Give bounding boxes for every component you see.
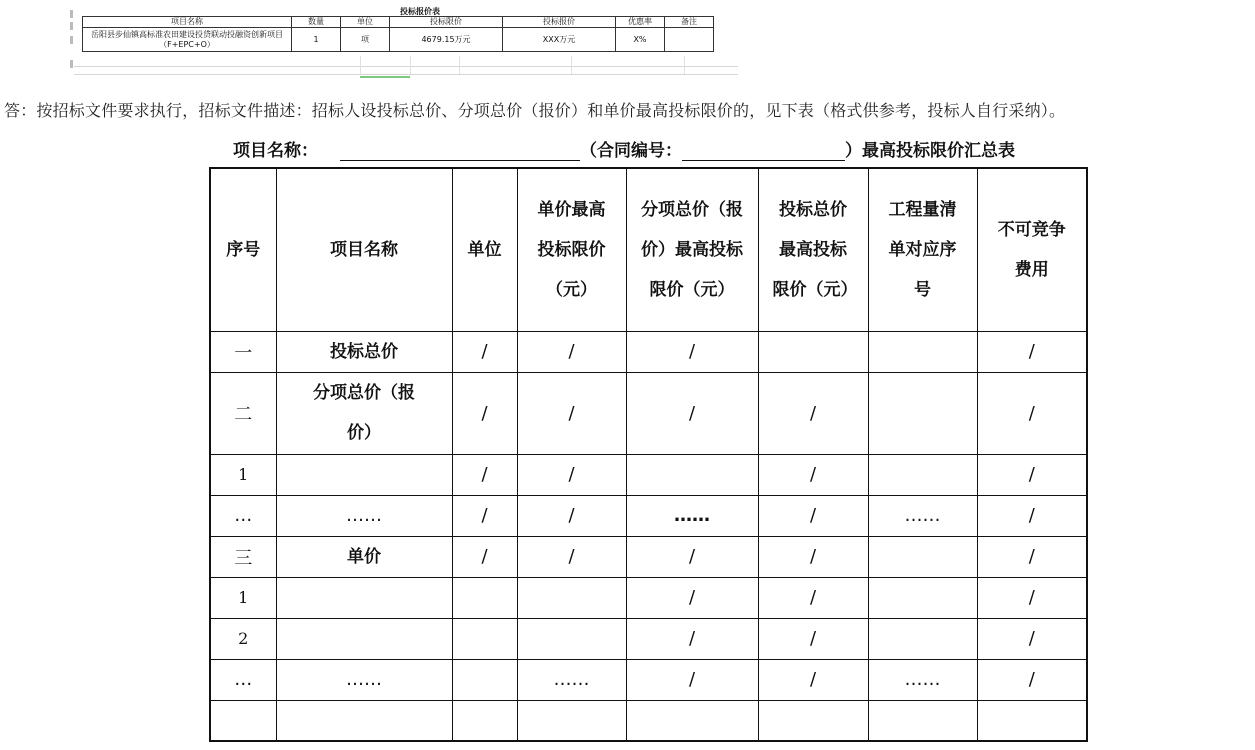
cell [452, 618, 517, 659]
sheet-header-row [83, 17, 714, 28]
cell: 二 [210, 372, 276, 454]
cell: / [452, 536, 517, 577]
cell: / [626, 372, 758, 454]
cell [868, 331, 977, 372]
cell: / [977, 372, 1087, 454]
cell [276, 454, 452, 495]
cell [868, 536, 977, 577]
cell [868, 618, 977, 659]
cell: …… [868, 495, 977, 536]
cell: … [210, 659, 276, 700]
table-row [210, 536, 1087, 577]
sheet-cell: XXX万元 [503, 28, 616, 52]
cell: / [977, 618, 1087, 659]
cell: / [977, 331, 1087, 372]
cell: / [517, 454, 626, 495]
cell: / [452, 372, 517, 454]
cell: / [626, 659, 758, 700]
sheet-header-cell: 项目名称 [83, 17, 292, 28]
cell: / [626, 331, 758, 372]
cell: / [626, 536, 758, 577]
cell [452, 577, 517, 618]
cell [276, 577, 452, 618]
project-name-blank [340, 143, 580, 161]
cell: / [977, 536, 1087, 577]
heading-project-name-label: 项目名称： [233, 141, 318, 161]
header-index [210, 168, 276, 331]
sheet-header-cell: 数量 [292, 17, 341, 28]
cell: / [517, 372, 626, 454]
cell [758, 700, 868, 741]
header-text: 序号 [226, 239, 261, 260]
cell: / [758, 659, 868, 700]
table-row [210, 577, 1087, 618]
cell [758, 331, 868, 372]
cell: / [517, 331, 626, 372]
cell-text: 分项总价（报价） [313, 383, 415, 443]
row-marker [70, 36, 73, 44]
cell [210, 700, 276, 741]
cell [868, 577, 977, 618]
cell: / [758, 536, 868, 577]
cell [276, 372, 452, 454]
cell [276, 700, 452, 741]
header-total-limit [758, 168, 868, 331]
row-marker [70, 22, 73, 30]
cell [517, 618, 626, 659]
grid-line [74, 66, 738, 67]
header-text: 投标总价最高投标限价（元） [772, 199, 858, 300]
cell [517, 577, 626, 618]
header-text: 分项总价（报价）最高投标限价（元） [641, 199, 743, 300]
sheet-table [82, 16, 714, 52]
cell: 2 [210, 618, 276, 659]
cell [452, 700, 517, 741]
row-marker [70, 10, 73, 18]
header-text: 工程量清单对应序号 [888, 199, 957, 300]
grid-line [459, 56, 460, 74]
cell: / [452, 331, 517, 372]
header-noncompetitive-fee [977, 168, 1087, 331]
cell [626, 454, 758, 495]
cell: / [517, 495, 626, 536]
cell: …… [276, 659, 452, 700]
cell: 投标总价 [276, 331, 452, 372]
cell: 单价 [276, 536, 452, 577]
cell [626, 700, 758, 741]
selected-cell-indicator [360, 76, 410, 78]
table-row [210, 618, 1087, 659]
cell: / [977, 577, 1087, 618]
cell: …… [276, 495, 452, 536]
grid-line [410, 56, 411, 74]
contract-number-blank [682, 143, 845, 161]
cell: / [758, 372, 868, 454]
cell: / [517, 536, 626, 577]
sheet-cell: 岳阳县步仙镇高标准农田建设投贷联动投融资创新项目（F+EPC+O） [83, 28, 292, 52]
cell: 1 [210, 577, 276, 618]
spreadsheet-snippet [70, 4, 738, 74]
cell: / [977, 659, 1087, 700]
header-unit [452, 168, 517, 331]
cell: / [626, 618, 758, 659]
row-marker [70, 60, 73, 68]
sheet-header-cell: 单位 [341, 17, 390, 28]
cell: / [758, 577, 868, 618]
cell: 1 [210, 454, 276, 495]
sheet-cell [665, 28, 714, 52]
cell [517, 700, 626, 741]
sheet-cell: 1 [292, 28, 341, 52]
header-text: 单价最高投标限价（元） [537, 199, 606, 300]
cell: / [758, 495, 868, 536]
header-text: 不可竞争费用 [997, 219, 1066, 280]
grid-line [360, 56, 361, 74]
cell: / [452, 454, 517, 495]
header-item-name [276, 168, 452, 331]
sheet-cell: 4679.15万元 [390, 28, 503, 52]
grid-line [684, 56, 685, 74]
table-row [210, 454, 1087, 495]
header-text: 项目名称 [330, 239, 398, 260]
cell: … [210, 495, 276, 536]
table-row [210, 372, 1087, 454]
cell: / [452, 495, 517, 536]
cell [977, 700, 1087, 741]
cell: / [977, 454, 1087, 495]
header-subtotal-limit [626, 168, 758, 331]
sheet-cell: X% [616, 28, 665, 52]
max-price-summary-table [209, 167, 1088, 742]
header-boq-index [868, 168, 977, 331]
cell: 三 [210, 536, 276, 577]
cell: 一 [210, 331, 276, 372]
cell [868, 454, 977, 495]
sheet-cell: 项 [341, 28, 390, 52]
cell: / [626, 577, 758, 618]
sheet-header-cell: 投标限价 [390, 17, 503, 28]
header-unit-price-limit [517, 168, 626, 331]
cell [276, 618, 452, 659]
cell [868, 372, 977, 454]
cell: / [758, 454, 868, 495]
sheet-header-cell: 投标报价 [503, 17, 616, 28]
cell [868, 700, 977, 741]
cell: …… [626, 495, 758, 536]
table-row [210, 659, 1087, 700]
cell [452, 659, 517, 700]
heading-title-suffix: ）最高投标限价汇总表 [845, 141, 1015, 161]
grid-line [571, 56, 572, 74]
heading-contract-label: （合同编号： [580, 141, 682, 161]
sheet-title: 投标报价表 [400, 7, 440, 16]
grid-line [74, 74, 738, 75]
cell: …… [517, 659, 626, 700]
table-row [210, 700, 1087, 741]
table-header-row [210, 168, 1087, 331]
table-heading [233, 136, 1015, 161]
header-text: 单位 [467, 239, 502, 260]
table-row [210, 495, 1087, 536]
sheet-header-cell: 备注 [665, 17, 714, 28]
cell: / [977, 495, 1087, 536]
cell: / [758, 618, 868, 659]
answer-paragraph: 答：按招标文件要求执行，招标文件描述：招标人设投标总价、分项总价（报价）和单价最高投标限价的，见下表（格式供参考，投标人自行采纳）。 [4, 101, 1066, 120]
sheet-header-cell: 优惠率 [616, 17, 665, 28]
table-row [210, 331, 1087, 372]
cell: …… [868, 659, 977, 700]
sheet-data-row [83, 28, 714, 52]
